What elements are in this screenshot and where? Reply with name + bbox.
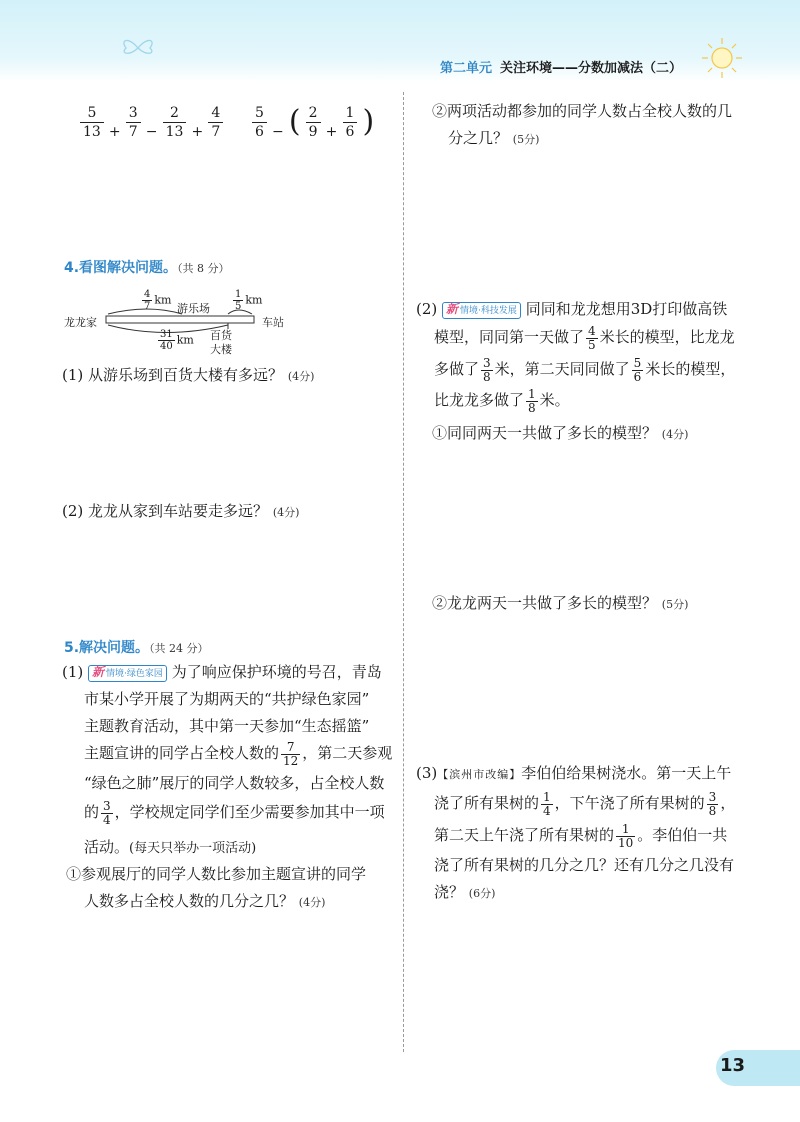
q5-p3-line4: 浇了所有果树的几分之几？还有几分之几没有 <box>434 856 735 874</box>
q5-p3-line2: 浇了所有果树的 $\frac{1}{4}$ ，下午浇了所有果树的 $\frac{3}{8}$ ， <box>434 789 736 818</box>
q5-p2-q2: ②龙龙两天一共做了多长的模型？ (5分) <box>432 594 689 612</box>
label-home: 龙龙家 <box>64 316 97 329</box>
q5-p1-line3: 主题教育活动，其中第一天参加“生态摇篮” <box>84 717 370 735</box>
q5-p1-q2-line1: ②两项活动都参加的同学人数占全校人数的几 <box>432 102 733 120</box>
dist-store-station: $\frac{1}{5}$ km <box>235 289 263 312</box>
context-badge-tech: 新 情境·科技发展 <box>442 302 521 319</box>
q5-p1-q1-line2: 人数多占全校人数的几分之几？ (4分) <box>84 892 326 910</box>
q5-heading: 5.解决问题。（共 24 分） <box>64 640 209 656</box>
q5-p1-line2: 市某小学开展了为期两天的“共护绿色家园” <box>84 690 370 708</box>
q5-p2-line4: 比龙龙多做了 $\frac{1}{8}$ 米。 <box>434 386 570 415</box>
dist-home-store: $\frac{31}{40}$ km <box>160 329 194 352</box>
label-park: 游乐场 <box>177 302 210 315</box>
q5-p1-line1: (1) 新 情境·绿色家园 为了响应保护环境的号召，青岛 <box>62 663 382 681</box>
q5-p2-q1: ①同同两天一共做了多长的模型？ (4分) <box>432 424 689 442</box>
unit-label: 第二单元 <box>440 61 493 76</box>
page-header <box>440 57 682 76</box>
q5-p1-line6: 的 $\frac{3}{4}$ ，学校规定同学们至少需要参加其中一项 <box>84 798 385 827</box>
q5-p3-line3: 第二天上午浇了所有果树的 $\frac{1}{10}$ 。李伯伯一共 <box>434 821 728 850</box>
page-number: 13 <box>720 1055 746 1076</box>
q5-p1-q1-line1: ①参观展厅的同学人数比参加主题宣讲的同学 <box>66 865 367 883</box>
label-store: 百货 大楼 <box>210 329 232 356</box>
q5-p1-line4: 主题宣讲的同学占全校人数的 $\frac{7}{12}$ ，第二天参观 <box>84 739 393 768</box>
calc-expression-2: $\frac{5}{6}$ − ( $\frac{2}{9}$ + $\frac{1}{6}$ ) <box>252 104 374 141</box>
source-tag: 【滨州市改编】 <box>437 768 522 781</box>
unit-title: 关注环境——分数加减法（二） <box>500 61 683 76</box>
calc-expression-1: $\frac{5}{13}$ + $\frac{3}{7}$ − $\frac{2}{13}$ + $\frac{4}{7}$ <box>80 104 223 141</box>
q5-p2-line2: 模型，同同第一天做了 $\frac{4}{5}$ 米长的模型，比龙龙 <box>434 323 735 352</box>
q5-p1-line7: 活动。(每天只举办一项活动) <box>84 838 257 856</box>
sun-icon <box>700 36 744 80</box>
q4-sub1: (1) 从游乐场到百货大楼有多远？ (4分) <box>62 366 315 384</box>
q5-p2-line1: (2) 新 情境·科技发展 同同和龙龙想用3D打印做高铁 <box>416 300 728 318</box>
dist-home-park: $\frac{4}{7}$ km <box>144 289 172 312</box>
label-station: 车站 <box>262 316 284 329</box>
context-badge-green: 新 情境·绿色家园 <box>88 665 167 682</box>
q5-p1-q2-line2: 分之几？ (5分) <box>448 129 540 147</box>
q5-p2-line3: 多做了 $\frac{3}{8}$ 米，第二天同同做了 $\frac{5}{6}$ 米长的模型， <box>434 355 736 384</box>
q4-heading: 4.看图解决问题。（共 8 分） <box>64 260 230 276</box>
butterfly-icon <box>118 34 158 58</box>
q5-p3-line1: (3)【滨州市改编】李伯伯给果树浇水。第一天上午 <box>416 760 731 788</box>
q4-sub2: (2) 龙龙从家到车站要走多远？ (4分) <box>62 502 300 520</box>
q5-p1-line5: “绿色之肺”展厅的同学人数较多，占全校人数 <box>84 774 385 792</box>
q5-p3-line5: 浇？ (6分) <box>434 883 496 901</box>
column-divider <box>403 92 404 1052</box>
